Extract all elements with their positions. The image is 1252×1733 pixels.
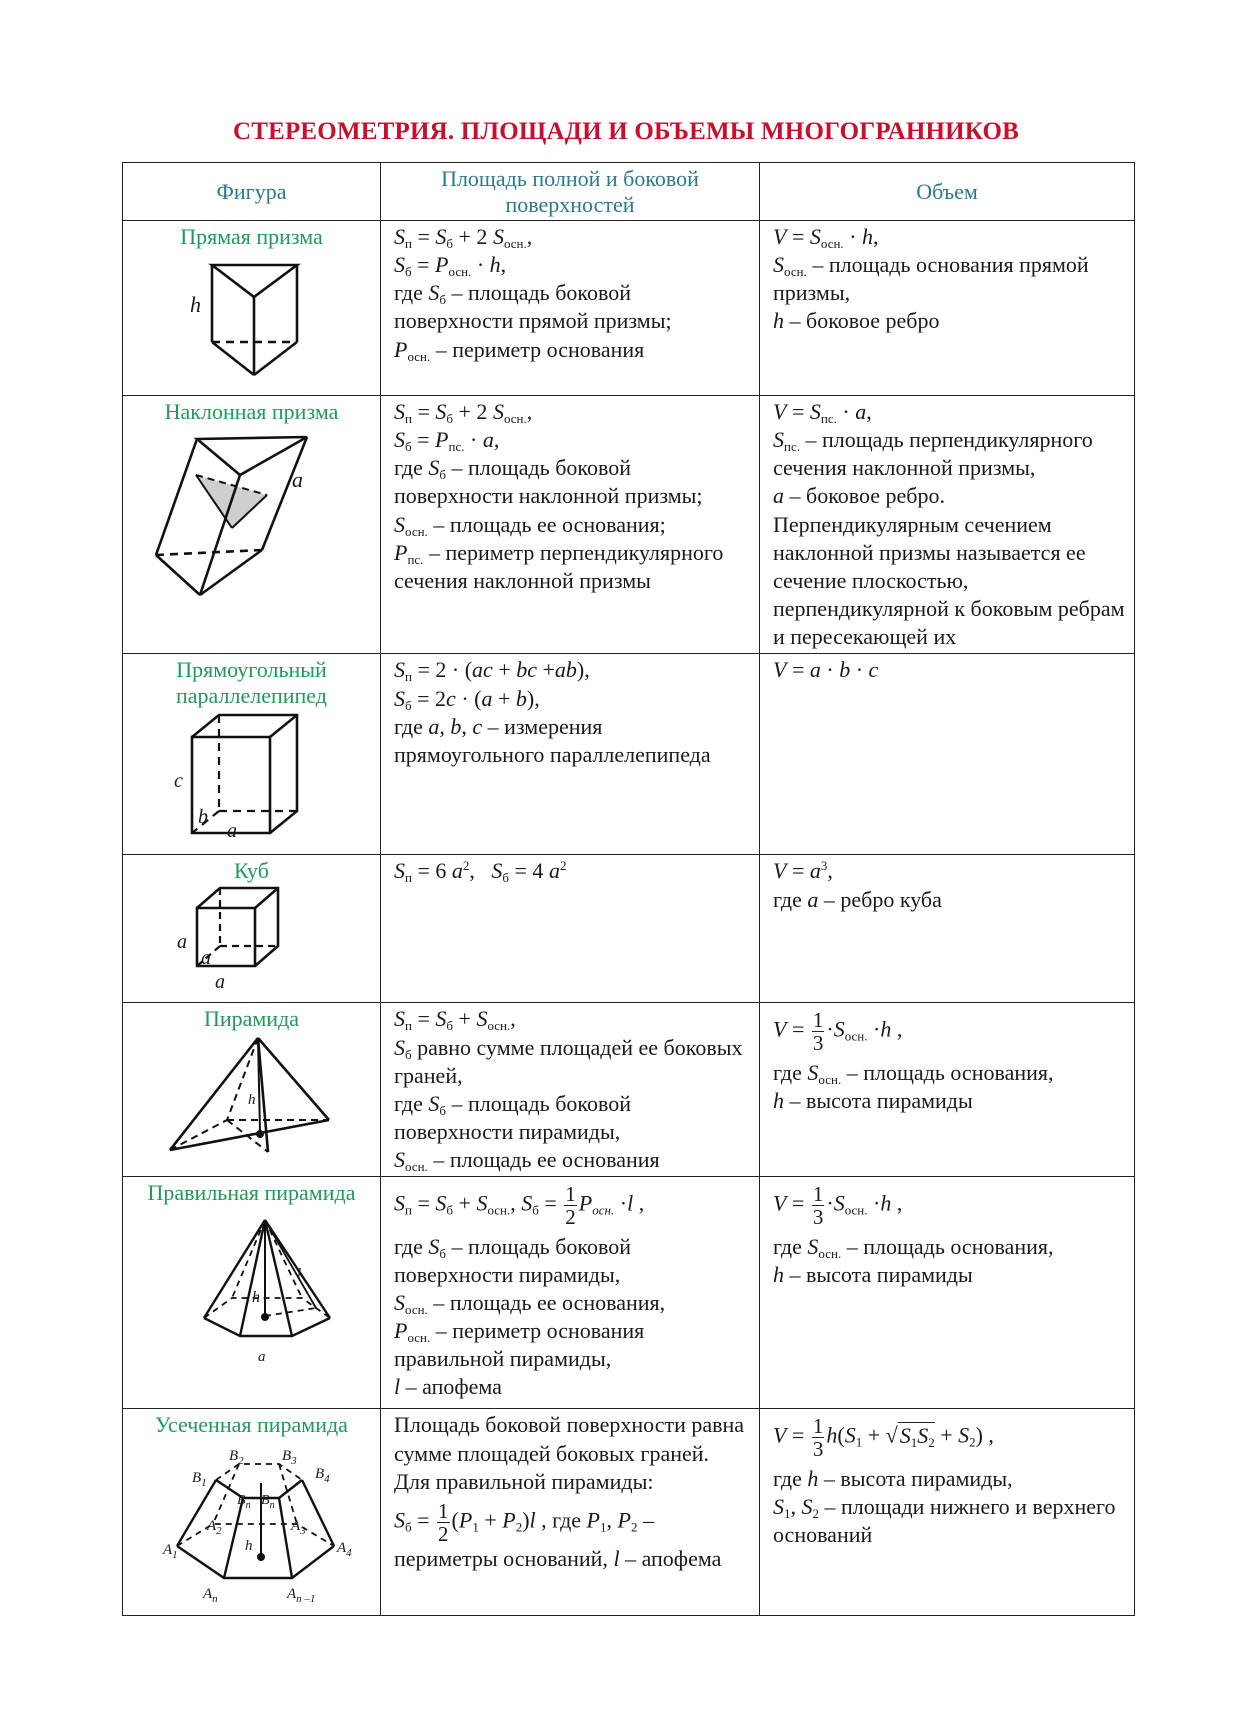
- header-figure: Фигура: [123, 163, 381, 221]
- figure-cell: [123, 221, 381, 396]
- figure-name: Наклонная призма: [164, 399, 339, 424]
- svg-text:B4: $B_4$: [314, 1466, 330, 1486]
- svg-text:b: b: [197, 806, 208, 829]
- volume-cell: $V = S_{пс.} \cdot a$, $S_{пс.}$ – площадь перпендикулярного сечения наклонной призмы, a – боковое ребро. Перпендикулярным сечением наклонной призмы называется ее сечение плоскостью, перпендикулярной к боковым ребрам и пересекающей их: [760, 396, 1135, 654]
- header-volume: Объем: [760, 163, 1135, 221]
- volume-cell: V = $\frac{1}{3}$ $\cdot S_{осн.} \cdot h$ , где $S_{осн.}$ – площадь основания, h – высота пирамиды: [760, 1177, 1135, 1409]
- figure-name: Усеченная пирамида: [155, 1412, 348, 1438]
- svg-text:An –1: $A_{n -1}$: [286, 1586, 315, 1606]
- area-cell: $S_п = 2 \cdot (ac$ + bc +ab), $S_б = 2c \cdot (a + b)$, где a, b, c – измерения прямоугольного параллелепипеда: [381, 654, 760, 855]
- figure-cell: [123, 654, 381, 855]
- figure-name: Правильная пирамида: [147, 1180, 356, 1206]
- row-oblique-prism: [123, 396, 1135, 654]
- svg-text:h: h: [189, 291, 201, 317]
- svg-text:a: a: [257, 1349, 265, 1366]
- right-prism-figure: [152, 250, 352, 385]
- regular-pyramid-figure: [142, 1206, 362, 1366]
- svg-text:a: a: [214, 971, 225, 994]
- header-row: [123, 163, 1135, 221]
- svg-text:A2: $A_2$: [206, 1518, 222, 1538]
- area-cell: $S_п = 6$ $a^2$, $S_б = 4$ $a^2$: [381, 855, 760, 1003]
- svg-text:h: h: [251, 1289, 260, 1307]
- row-right-prism: [123, 221, 1135, 396]
- svg-text:a: a: [200, 947, 211, 970]
- svg-text:c: c: [173, 770, 183, 793]
- svg-text:A3: $A_3$: [290, 1518, 306, 1538]
- frustum-figure: [137, 1438, 367, 1613]
- svg-text:h: h: [244, 1538, 252, 1555]
- figure-name: Прямоугольный параллелепипед: [176, 657, 327, 709]
- svg-text:An: $A_n$: [202, 1586, 218, 1606]
- row-frustum: [123, 1409, 1135, 1616]
- figure-name: Куб: [234, 858, 269, 884]
- box-figure: [152, 709, 352, 849]
- cube-figure: [152, 884, 352, 1002]
- svg-text:Bn: $B_n$: [260, 1493, 275, 1512]
- row-cube: [123, 855, 1135, 1003]
- svg-text:l: l: [296, 1266, 301, 1283]
- area-cell: $S_п = S_б + S_{осн.}$, $S_б$ равно сумме площадей ее боковых граней, где $S_б$ – площадь боковой поверхности пирамиды, $S_{осн.}$ – площадь ее основания: [381, 1003, 760, 1177]
- svg-text:B1: $B_1$: [191, 1470, 207, 1490]
- volume-cell: V = a · b · c: [760, 654, 1135, 855]
- svg-text:A1: $A_1$: [162, 1542, 178, 1562]
- svg-text:A4: $A_4$: [336, 1540, 352, 1560]
- row-regular-pyramid: [123, 1177, 1135, 1409]
- figure-cell: [123, 855, 381, 1003]
- area-cell: $S_п = S_б + 2$ $S_{осн.}$, $S_б = P_{осн.} \cdot h$, где $S_б$ – площадь боковой поверхности прямой призмы; $P_{осн.}$ – периметр основания: [381, 221, 760, 396]
- formulas-table: [122, 162, 1135, 1616]
- oblique-prism-figure: [152, 425, 352, 630]
- area-cell: $S_п = S_б + 2$ $S_{осн.}$, $S_б = P_{пс.} \cdot a$, где $S_б$ – площадь боковой поверхности наклонной призмы; $S_{осн.}$ – площадь ее основания; $P_{пс.}$ – периметр перпендикулярного сечения наклонной призмы: [381, 396, 760, 654]
- figure-cell: [123, 1177, 381, 1409]
- figure-cell: [123, 1409, 381, 1616]
- figure-name: Прямая призма: [180, 224, 323, 249]
- volume-cell: $V = a^3$, где a – ребро куба: [760, 855, 1135, 1003]
- svg-text:a: a: [176, 931, 187, 954]
- pyramid-figure: [142, 1032, 362, 1170]
- figure-cell: [123, 1003, 381, 1177]
- row-box: [123, 654, 1135, 855]
- area-cell: Площадь боковой поверхности равна сумме площадей боковых граней. Для правильной пирамиды: $S_б$ = $\frac{1}{2}$ $(P_1 + P_2)l$ , где $P_1$, $P_2$ – периметры оснований, l – апофема: [381, 1409, 760, 1616]
- volume-cell: V = $\frac{1}{3}$ $\cdot S_{осн.} \cdot h$ , где $S_{осн.}$ – площадь основания, h – высота пирамиды: [760, 1003, 1135, 1177]
- header-area: Площадь полной и боковой поверхностей: [381, 163, 760, 221]
- area-cell: $S_п = S_б + S_{осн.}$, $S_б$ = $\frac{1}{2}$ $P_{осн.} \cdot l$ , где $S_б$ – площадь боковой поверхности пирамиды, $S_{осн.}$ – площадь ее основания, $P_{осн.}$ – периметр основания правильной пирамиды, l – апофема: [381, 1177, 760, 1409]
- svg-text:B2: $B_2$: [228, 1448, 244, 1468]
- volume-cell: $V = S_{осн.} \cdot h$, $S_{осн.}$ – площадь основания прямой призмы, h – боковое ребро: [760, 221, 1135, 396]
- svg-text:h: h: [247, 1092, 255, 1109]
- svg-text:Bn: $B_n$: [236, 1493, 251, 1512]
- figure-name: Пирамида: [203, 1006, 300, 1032]
- svg-text:a: a: [291, 466, 303, 492]
- figure-cell: [123, 396, 381, 654]
- page-title: СТЕРЕОМЕТРИЯ. ПЛОЩАДИ И ОБЪЕМЫ МНОГОГРАННИКОВ: [232, 118, 1020, 145]
- svg-text:a: a: [226, 820, 237, 843]
- row-pyramid: [123, 1003, 1135, 1177]
- volume-cell: V = $\frac{1}{3}$ $h(S_1 + √S_1S_2 + S_2)$ , где h – высота пирамиды, $S_1$, $S_2$ – площади нижнего и верхнего оснований: [760, 1409, 1135, 1616]
- svg-text:B3: $B_3$: [281, 1448, 297, 1468]
